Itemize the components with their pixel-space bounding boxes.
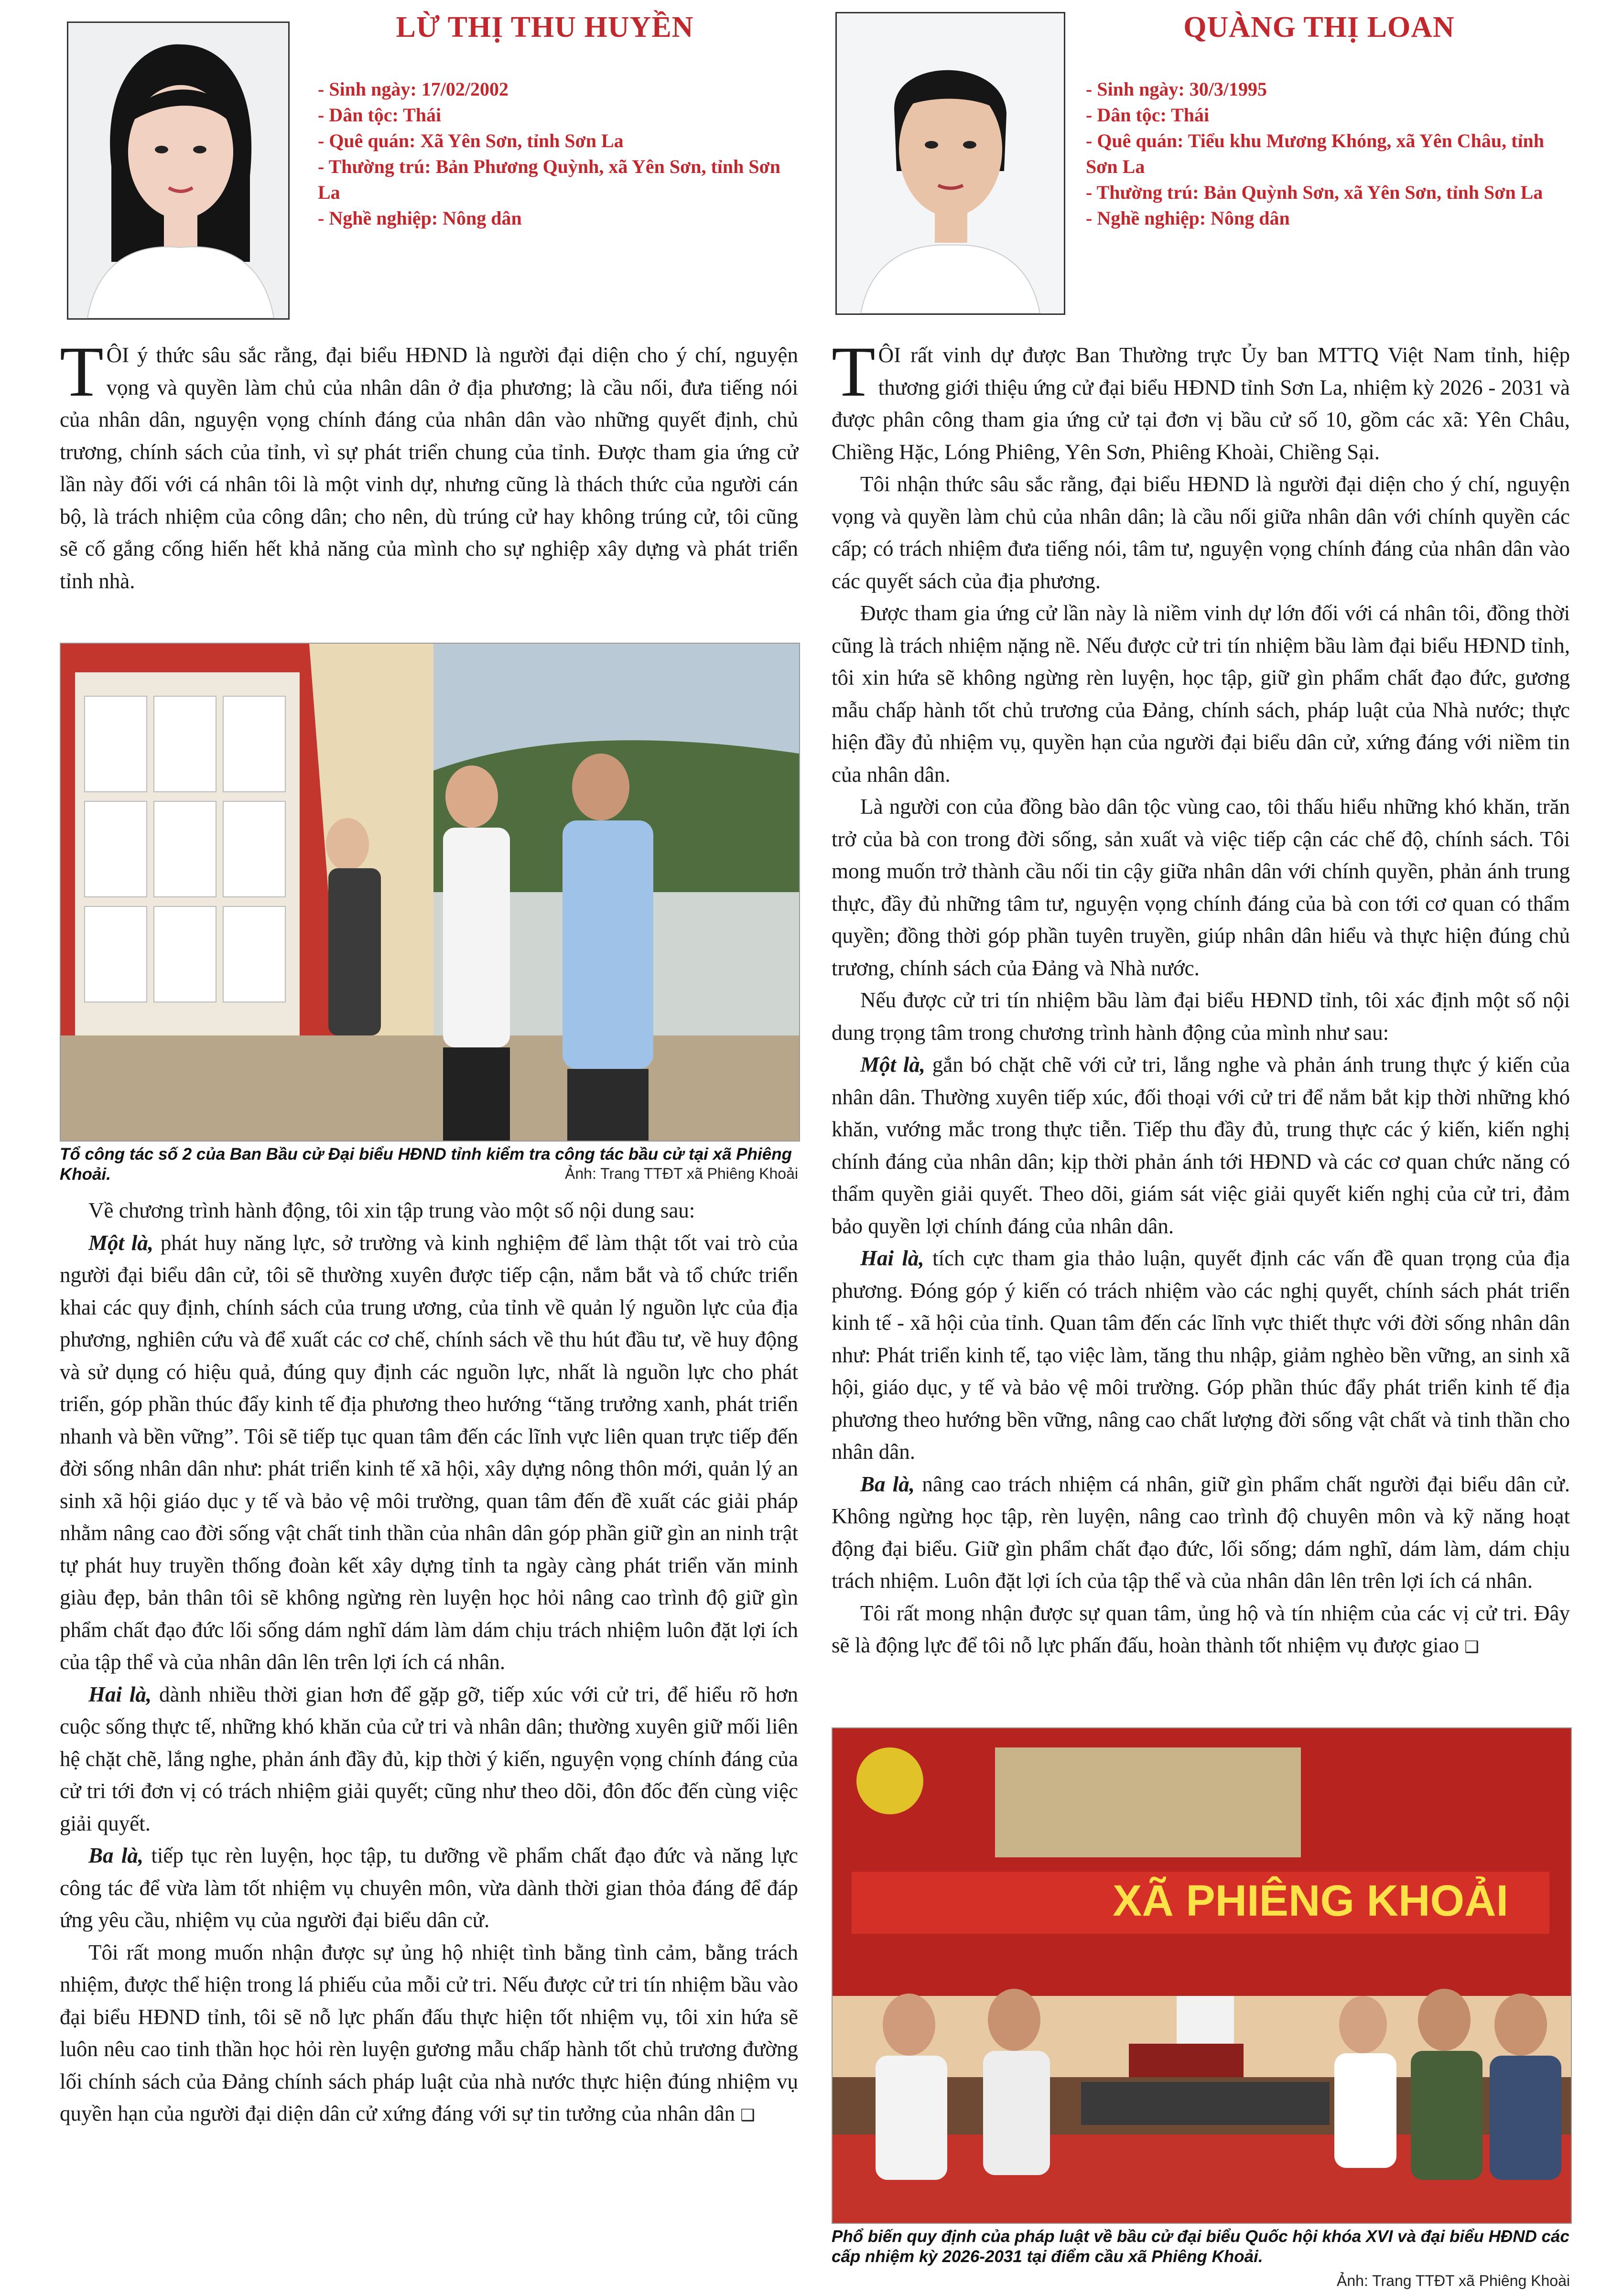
photo-credit-right: Ảnh: Trang TTĐT xã Phiêng Khoài xyxy=(1337,2272,1570,2289)
intro-paragraph xyxy=(832,332,1570,468)
portrait-illustration xyxy=(68,23,288,318)
photo-caption-right: Phổ biến quy định của pháp luật về bầu cử đại biểu Quốc hội khóa XVI và đại biểu HĐND các cấp nhiệm kỳ 2026-2031 tại điểm cầu xã Phiêng Khoải. xyxy=(832,2227,1569,2266)
candidate-name-left: LỪ THỊ THU HUYỀN xyxy=(396,11,694,43)
photo-inspection-illustration xyxy=(61,644,799,1141)
program-intro-paragraph: Nếu được cử tri tín nhiệm bầu làm đại biểu HĐND tỉnh, tôi xác định một số nội dung trọng tâm trong chương trình hành động của mình như sau: xyxy=(832,988,1570,1045)
portrait-illustration xyxy=(837,13,1064,313)
drop-cap: T xyxy=(832,332,876,411)
portrait-lu-thi-thu-huyen xyxy=(67,22,290,320)
background-paragraph: Là người con của đồng bào dân tộc vùng cao, tôi thấu hiểu những khó khăn, trăn trở của bà con trong đời sống, sản xuất và việc tiếp cận các chế độ, chính sách. Tôi mong muốn trở thành cầu nối tin cậy giữa nhân dân với chính quyền, phản ánh trung thực, đầy đủ những tâm tư, nguyện vọng chính đáng của bà con tới cơ quan có thẩm quyền; đồng thời góp phần tuyên truyền, giúp nhân dân hiểu và thực hiện đúng chủ trương, chính sách của Đảng và Nhà nước. xyxy=(832,795,1570,980)
honor-paragraph: Được tham gia ứng cử lần này là niềm vinh dự lớn đối với cá nhân tôi, đồng thời cũng là trách nhiệm nặng nề. Nếu được cử tri tín nhiệm bầu làm đại biểu HĐND tỉnh, tôi xin hứa sẽ không ngừng rèn luyện, học tập, giữ gìn phẩm chất đạo đức, gương mẫu chấp hành tốt chủ trương của Đảng, chính sách, pháp luật của Nhà nước; thực hiện đầy đủ nhiệm vụ, quyền hạn của người đại biểu dân cử, xứng đáng với niềm tin của nhân dân. xyxy=(832,601,1570,787)
end-mark-icon: ❑ xyxy=(740,2107,755,2124)
photo-meeting-illustration xyxy=(833,1728,1571,2223)
candidate-name-right: QUÀNG THỊ LOAN xyxy=(1183,11,1455,43)
point-three-text: tiếp tục rèn luyện, học tập, tu dưỡng về phẩm chất đạo đức và năng lực công tác để vừa làm tốt nhiệm vụ chuyên môn, vừa dành thời gian thỏa đáng để đáp ứng yêu cầu, nhiệm vụ của người đại biểu dân cử. xyxy=(60,1843,798,1932)
left-article-body xyxy=(60,1195,798,2132)
right-article-body xyxy=(832,332,1570,1664)
portrait-quang-thi-loan xyxy=(835,12,1065,315)
photo-credit-left: Ảnh: Trang TTĐT xã Phiêng Khoải xyxy=(565,1165,798,1182)
point-two-paragraph xyxy=(60,1679,798,1840)
candidate-facts-right xyxy=(1086,76,1573,231)
photo-law-dissemination xyxy=(832,1727,1572,2224)
point-three-paragraph xyxy=(60,1840,798,1937)
point-three-text: nâng cao trách nhiệm cá nhân, giữ gìn phẩm chất người đại biểu dân cử. Không ngừng học tập, rèn luyện, nâng cao trình độ chuyên môn và kỹ năng hoạt động đại biểu. Giữ gìn phẩm chất đạo đức, lối sống; dám nghĩ, dám làm, dám chịu trách nhiệm. Luôn đặt lợi ích của tập thể và của nhân dân lên trên lợi ích cá nhân. xyxy=(832,1472,1570,1593)
closing-text: Tôi rất mong nhận được sự quan tâm, ủng hộ và tín nhiệm của các vị cử tri. Đây sẽ là động lực để tôi nỗ lực phấn đấu, hoàn thành tốt nhiệm vụ được giao xyxy=(832,1601,1570,1657)
point-one-lead: Một là, xyxy=(860,1053,926,1077)
fact-hometown: - Quê quán: Xã Yên Sơn, tỉnh Sơn La xyxy=(318,130,624,151)
photo-caption-left: Tổ công tác số 2 của Ban Bầu cử Đại biểu HĐND tỉnh kiểm tra công tác bầu cử tại xã Phiêng Khoải. xyxy=(60,1145,792,1184)
fact-residence: - Thường trú: Bản Phương Quỳnh, xã Yên Sơn, tỉnh Sơn La xyxy=(318,156,781,203)
point-one-text: phát huy năng lực, sở trường và kinh nghiệm để làm thật tốt vai trò của người đại biểu dân cử, tôi sẽ thường xuyên được tiếp cận, nắm bắt và tổ chức triển khai các quy định, chính sách của trung ương, của tỉnh về quản lý nguồn lực của địa phương, nghiên cứu và để xuất các cơ chế, chính sách về thu hút đầu tư, về huy động và sử dụng có hiệu quả, đúng quy định các nguồn lực, nhất là nguồn lực cho phát triển, góp phần thúc đẩy kinh tế địa phương theo hướng “tăng trưởng xanh, phát triển nhanh và bền vững”. Tôi sẽ tiếp tục quan tâm đến các lĩnh vực liên quan trực tiếp đến đời sống nhân dân như: phát triển kinh tế xã hội, xây dựng nông thôn mới, quản lý an sinh xã hội giáo dục y tế và bảo vệ môi trường, quan tâm đến đề xuất các giải pháp nhằm nâng cao đời sống vật chất tinh thần của nhân dân góp phần giữ gìn an ninh trật tự phát huy truyền thống đoàn kết xây dựng tỉnh ta ngày càng phát triển văn minh giàu đẹp, bản thân tôi sẽ không ngừng rèn luyện học hỏi nâng cao trình độ giữ gìn phẩm chất đạo đức lối sống dám nghĩ dám làm dám chịu trách nhiệm luôn đặt lợi ích của tập thể và của nhân dân lên trên lợi ích cá nhân. xyxy=(60,1230,798,1674)
awareness-paragraph: Tôi nhận thức sâu sắc rằng, đại biểu HĐND là người đại diện cho ý chí, nguyện vọng và quyền làm chủ của nhân dân; là cầu nối giữa nhân dân với chính quyền các cấp; có trách nhiệm đưa tiếng nói, tâm tư, nguyện vọng chính đáng của nhân dân vào các quyết sách của địa phương. xyxy=(832,472,1570,593)
point-three-lead: Ba là, xyxy=(860,1472,915,1496)
point-two-lead: Hai là, xyxy=(860,1246,924,1270)
closing-text: Tôi rất mong muốn nhận được sự ủng hộ nhiệt tình bằng tình cảm, bằng trách nhiệm, được thể hiện trong lá phiếu của mỗi cử tri. Nếu được cử tri tín nhiệm bầu vào đại biểu HĐND tỉnh, tôi sẽ nỗ lực phấn đấu thực hiện tốt nhiệm vụ, tôi xin hứa sẽ luôn nêu cao tinh thần học hỏi rèn luyện gương mẫu chấp hành tốt chủ trương đường lối chính sách của Đảng chính sách pháp luật của nhà nước thực hiện đúng nhiệm vụ quyền hạn của người đại diện dân cử xứng đáng với sự tin tưởng của nhân dân xyxy=(60,1940,798,2125)
sign-text: XÃ PHIÊNG KHOẢI xyxy=(1112,1876,1509,1925)
photo-election-inspection xyxy=(60,643,800,1142)
point-one-text: gắn bó chặt chẽ với cử tri, lắng nghe và phản ánh trung thực ý kiến của nhân dân. Thường xuyên tiếp xúc, đối thoại với cử tri để nắm bắt kịp thời những khó khăn, vướng mắc trong thực tiễn. Tiếp thu đầy đủ, trung thực các ý kiến, kiến nghị chính đáng của nhân dân; kịp thời phản ánh tới HĐND và các cơ quan chức năng có thẩm quyền giải quyết. Theo dõi, giám sát việc giải quyết kiến nghị của cử tri, đảm bảo quyền lợi chính đáng của nhân dân. xyxy=(832,1053,1570,1238)
point-three-paragraph xyxy=(832,1468,1570,1597)
fact-occupation: - Nghề nghiệp: Nông dân xyxy=(318,207,522,229)
closing-paragraph xyxy=(60,1937,798,2132)
point-two-paragraph xyxy=(832,1242,1570,1468)
left-article-intro xyxy=(60,332,798,597)
intro-paragraph xyxy=(60,332,798,597)
fact-birthdate: - Sinh ngày: 30/3/1995 xyxy=(1086,78,1267,100)
fact-birthdate: - Sinh ngày: 17/02/2002 xyxy=(318,78,509,100)
drop-cap: T xyxy=(60,332,104,411)
point-one-paragraph xyxy=(832,1049,1570,1242)
candidate-facts-left xyxy=(318,76,796,231)
point-one-paragraph xyxy=(60,1227,798,1679)
fact-hometown: - Quê quán: Tiểu khu Mương Khóng, xã Yên Châu, tỉnh Sơn La xyxy=(1086,130,1545,177)
fact-residence: - Thường trú: Bản Quỳnh Sơn, xã Yên Sơn, tỉnh Sơn La xyxy=(1086,182,1543,203)
point-two-lead: Hai là, xyxy=(88,1682,152,1706)
point-one-lead: Một là, xyxy=(88,1230,154,1255)
point-two-text: dành nhiều thời gian hơn để gặp gỡ, tiếp xúc với cử tri, để hiểu rõ hơn cuộc sống thực tế, những khó khăn của cử tri và nhân dân; thường xuyên giữ mối liên hệ chặt chẽ, lắng nghe, phản ánh đầy đủ, kịp thời ý kiến, nguyện vọng chính đáng của cử tri tới đơn vị có trách nhiệm giải quyết; cũng như theo dõi, đôn đốc đến cùng việc giải quyết. xyxy=(60,1682,798,1835)
action-intro-paragraph: Về chương trình hành động, tôi xin tập trung vào một số nội dung sau: xyxy=(88,1198,695,1222)
fact-ethnicity: - Dân tộc: Thái xyxy=(318,104,442,126)
fact-occupation: - Nghề nghiệp: Nông dân xyxy=(1086,207,1290,229)
intro-text: ÔI rất vinh dự được Ban Thường trực Ủy ban MTTQ Việt Nam tỉnh, hiệp thương giới thiệu ứng cử đại biểu HĐND tỉnh Sơn La, nhiệm kỳ 2026 - 2031 và được phân công tham gia ứng cử tại đơn vị bầu cử số 10, gồm các xã: Yên Châu, Chiềng Hặc, Lóng Phiêng, Yên Sơn, Phiêng Khoài, Chiềng Sại. xyxy=(832,343,1570,464)
point-two-text: tích cực tham gia thảo luận, quyết định các vấn đề quan trọng của địa phương. Đóng góp ý kiến có trách nhiệm vào các nghị quyết, chính sách phát triển kinh tế - xã hội của tỉnh. Quan tâm đến các lĩnh vực thiết thực với đời sống nhân dân như: Phát triển kinh tế, tạo việc làm, tăng thu nhập, giảm nghèo bền vững, an sinh xã hội, giáo dục, y tế và bảo vệ môi trường. Góp phần thúc đẩy phát triển kinh tế địa phương theo hướng bền vững, nâng cao chất lượng đời sống vật chất và tinh thần cho nhân dân. xyxy=(832,1246,1570,1464)
point-three-lead: Ba là, xyxy=(88,1843,144,1867)
fact-ethnicity: - Dân tộc: Thái xyxy=(1086,104,1210,126)
closing-paragraph xyxy=(832,1597,1570,1664)
end-mark-icon: ❑ xyxy=(1464,1638,1479,1656)
intro-text: ÔI ý thức sâu sắc rằng, đại biểu HĐND là người đại diện cho ý chí, nguyện vọng và quyền làm chủ của nhân dân ở địa phương; là cầu nối, đưa tiếng nói của nhân dân, nguyện vọng chính đáng của nhân dân vào những quyết định, chủ trương, chính sách của tỉnh, vì sự phát triển chung của tỉnh. Được tham gia ứng cử lần này đối với cá nhân tôi là một vinh dự, nhưng cũng là thách thức của người cán bộ, là trách nhiệm của công dân; cho nên, dù trúng cử hay không trúng cử, tôi cũng sẽ cố gắng cống hiến hết khả năng của mình cho sự nghiệp xây dựng và phát triển tỉnh nhà. xyxy=(60,343,798,593)
